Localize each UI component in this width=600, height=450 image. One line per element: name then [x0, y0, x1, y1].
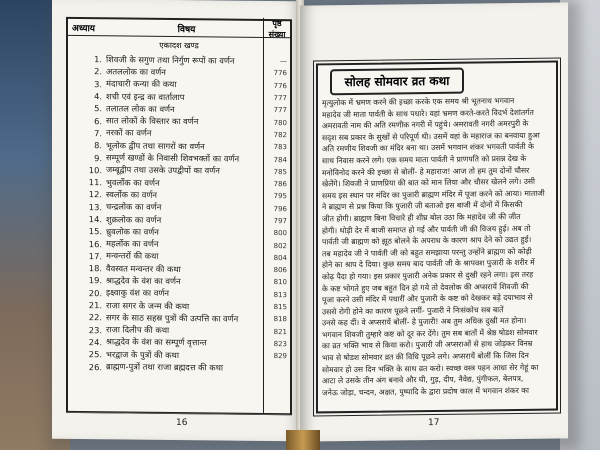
row-topic: राजा सगर के जन्म की कथा: [106, 299, 190, 311]
row-topic: सगर के साठ सहस्र पुत्रों की उत्पत्ति का वर्णन: [106, 312, 239, 324]
contents-row: [68, 360, 290, 375]
row-number: 13.: [88, 201, 102, 212]
row-topic: स्वर्लोक का वर्णन: [106, 189, 157, 200]
story-line: भाव से षोडश सोमवार व्रत की विधि पूछने लगे। अप्सरायें बोलीं कि जिस दिन: [322, 350, 529, 363]
row-page: 829: [273, 352, 287, 361]
row-page: 780: [273, 118, 287, 127]
row-number: 12.: [88, 189, 102, 200]
row-topic: भुवर्लोक का वर्णन: [106, 176, 160, 188]
row-topic: शिवजी के सगुण तथा निर्गुण रूपों का वर्णन: [106, 53, 235, 66]
row-number: 6.: [94, 115, 102, 126]
story-line: समय इस स्थान पर मंदिर का पुजारी ब्राह्मण मंदिर में पूजा करने को आया। माताजी: [322, 188, 545, 201]
row-number: 7.: [94, 128, 102, 139]
row-number: 25.: [88, 349, 102, 360]
story-line: साथ निवास करने लगे। एक समय माता पार्वती ने प्राणपति को प्रसन्न देख के: [322, 153, 527, 166]
row-topic: इक्ष्वाकु वंश का वर्णन: [106, 287, 169, 299]
book-edge: [286, 430, 320, 450]
row-topic: सात लोकों के विस्तार का वर्णन: [106, 115, 199, 127]
row-topic: तलातल लोक का वर्णन: [106, 103, 175, 114]
row-topic: शुक्रलोक का वर्णन: [106, 213, 162, 225]
contents-table: [66, 17, 292, 415]
row-topic: राजा दिलीप की कथा: [106, 324, 170, 336]
contents-header: [68, 19, 290, 38]
story-line: जीत होगी। ब्राह्मण बिना विचारे ही शीघ्र बोल उठा कि महादेव जी की जीत: [322, 211, 521, 224]
row-page: 786: [273, 180, 287, 189]
header-page: पृष्ठ संख्या: [263, 18, 290, 40]
row-topic: वैवस्वत मन्वन्तर की कथा: [106, 262, 181, 274]
row-page: —: [280, 57, 287, 66]
row-number: 18.: [88, 263, 102, 274]
story-line: महादेव जी माता पार्वती के साथ पधारे। वहां भ्रमण करते-करते विदर्भ देशांतर्गत: [322, 107, 534, 119]
header-chapter: अध्याय: [72, 23, 96, 34]
row-page: 782: [273, 130, 287, 140]
story-line: के कष्ट भोगते हुए जब बहुत दिन हो गये तो देवलोक की अप्सरायें शिवजी की: [322, 281, 529, 293]
story-line: का व्रत भक्ति भाव से किया करो। पुजारी जी अप्सराओं से हाथ जोड़कर विनम्र: [322, 339, 533, 351]
story-line: जनेऊ जोड़ा, चन्दन, अक्षत, पुष्पादि के द्वारा प्रदोष काल में भगवान शंकर का: [322, 385, 530, 398]
row-page: 806: [273, 266, 287, 275]
row-page: 800: [273, 229, 287, 238]
story-line: सोमवार हो उस दिन भक्ति के साथ व्रत करो। स्वच्छ वस्त्र पहन आधा सेर गेहूं का: [322, 362, 539, 375]
row-number: 22.: [88, 312, 102, 323]
left-page: [52, 0, 300, 441]
row-topic: श्राद्धदेव के वंश का वर्णन: [106, 275, 181, 287]
story-line: अति रमणीय शिवजी का मंदिर बना था। उसमें भगवान शंकर भगवती पार्वती के: [322, 142, 534, 154]
row-number: 8.: [94, 140, 102, 151]
section-title: एकादश खण्ड: [159, 40, 199, 51]
row-number: 21.: [88, 300, 102, 311]
row-number: 5.: [94, 103, 102, 114]
right-page: [300, 2, 568, 441]
row-topic: शची एवं इन्द्र का वार्तालाप: [106, 90, 185, 102]
row-page: 795: [273, 192, 287, 201]
row-page: 804: [273, 253, 287, 263]
row-topic: भूलोक द्वीप तथा सागरों का वर्णन: [106, 139, 205, 152]
row-number: 15.: [88, 226, 102, 237]
row-number: 4.: [94, 91, 102, 102]
story-line: ने ब्राह्मण से प्रश्न किया कि पुजारी जी बताओ इस बाजी में दोनों में किसकी: [322, 200, 523, 212]
story-line: मृत्युलोक में भ्रमण करने की इच्छा करके एक समय श्री भूतनाथ भगवान: [322, 96, 515, 108]
story-line: आटा ले उसके तीन अंग बनावे और घी, गुड़, दीप, नैवेद्य, पुंगीफल, बेलपत्र,: [322, 374, 524, 386]
row-page: 776: [273, 69, 287, 78]
row-page: 797: [273, 217, 287, 226]
story-line: तब महादेव जी ने पार्वती जी को बहुत समझाया परन्तु उन्होंने ब्राह्मण को कोढ़ी: [322, 246, 532, 259]
row-page: 810: [273, 278, 287, 287]
row-page: 785: [273, 167, 287, 176]
story-line: उनसे कह दीं। वे अप्सरायें बोलीं- हे पुजारी! अब तुम अधिक दुखी मत होना।: [322, 316, 527, 328]
row-page: 796: [273, 204, 287, 213]
row-page: 815: [273, 303, 287, 312]
page-number-left: 16: [176, 418, 188, 429]
story-body: [322, 95, 552, 398]
story-line: अमरावती नाम की अति रमणीक नगरी में पहुंचे। अमरावती नगरी अमरपुरी के: [322, 119, 529, 131]
row-topic: ध्रुवलोक का वर्णन: [106, 226, 159, 237]
story-line: उससे रोगी होने का कारण पूछने लगीं- पुजारी ने निःसंकोच सब बातें: [322, 304, 504, 317]
row-page: 818: [273, 315, 287, 324]
row-topic: ब्राह्मण-पुत्रों तथा राजा ब्रह्मदत्त की कथा: [106, 361, 224, 373]
row-page: 802: [273, 241, 287, 250]
page-number-right: 17: [428, 417, 440, 429]
row-topic: नरकों का वर्णन: [106, 127, 152, 139]
row-topic: महर्लोक का वर्णन: [106, 238, 159, 249]
row-topic: अतललोक का वर्णन: [106, 66, 166, 77]
story-line: पार्वती जी ब्राह्मण को झूठ बोलने के अपराध के कारण श्राप देने को उद्यत हुईं।: [322, 234, 532, 247]
row-page: 821: [273, 327, 287, 336]
row-number: 23.: [88, 324, 102, 335]
row-number: 2.: [94, 66, 102, 77]
row-number: 10.: [88, 164, 102, 176]
header-topic: विषय: [177, 24, 196, 35]
row-page: 777: [273, 94, 287, 103]
row-number: 9.: [94, 152, 102, 163]
story-line: खेलेंगे। शिवजी ने प्राणप्रिया की बात को मान लिया और चौसर खेलने लगे। उसी: [322, 176, 535, 189]
row-number: 17.: [88, 250, 102, 262]
row-page: 776: [273, 81, 287, 90]
story-line: पूजा करने उसी मंदिर में पधारीं और पुजारी के कष्ट को देखकर बड़े दयाभाव से: [322, 292, 533, 305]
row-page: 777: [273, 106, 287, 115]
row-number: 24.: [88, 337, 102, 348]
row-number: 1.: [94, 54, 102, 65]
row-page: 813: [273, 290, 287, 299]
row-topic: मन्वन्तरों की कथा: [106, 250, 159, 262]
row-number: 14.: [88, 214, 102, 225]
row-topic: मंदाचारी कन्या की कथा: [106, 78, 177, 90]
story-title: सोलह सोमवार व्रत कथा: [330, 68, 464, 96]
row-topic: सम्पूर्ण खण्डों के निवासी शिवभक्तों का वर्णन: [106, 152, 240, 164]
row-topic: चन्द्रलोक का वर्णन: [106, 201, 162, 213]
row-number: 3.: [94, 78, 102, 89]
story-line: सदृश सब प्रकार के सुखों से परिपूर्ण थी। उसमें वहां के महाराज का बनवाया हुआ: [322, 130, 540, 143]
row-number: 19.: [88, 275, 102, 286]
contents-rows: [68, 53, 290, 413]
row-number: 20.: [88, 287, 102, 299]
story-line: भगवान शिवजी तुम्हारे कष्ट को दूर कर देंगे। तुम सब बातों में श्रेष्ठ षोडश सोमवार: [322, 327, 538, 340]
row-number: 16.: [88, 238, 102, 249]
row-topic: श्राद्धदेव के वंश का सम्पूर्ण वृत्तान्त: [106, 336, 207, 348]
row-number: 26.: [88, 361, 102, 372]
story-line: होगी। थोड़ी देर में बाजी समाप्त हो गई और पार्वती जी की विजय हुई। अब तो: [322, 223, 531, 235]
story-line: होने का श्राप दे दिया। कुछ समय बाद पार्वती जी के श्रापवश पुजारी के शरीर में: [322, 258, 535, 270]
row-topic: भरद्वाज के पुत्रों की कथा: [106, 349, 180, 360]
row-topic: जम्बूद्वीप तथा उसके उपद्वीपों का वर्णन: [106, 164, 220, 176]
row-page: 783: [273, 143, 287, 152]
story-line: मनोविनोद करने की इच्छा से बोलीं- हे महाराज! आज तो हम तुम दोनों चौसर: [322, 165, 530, 177]
row-page: 823: [273, 339, 287, 349]
row-page: 784: [273, 155, 287, 164]
story-line: कोढ़ पैदा हो गया। इस प्रकार पुजारी अनेक प्रकार से दुखी रहने लगा। इस तरह: [322, 269, 534, 282]
row-number: 11.: [88, 177, 102, 188]
